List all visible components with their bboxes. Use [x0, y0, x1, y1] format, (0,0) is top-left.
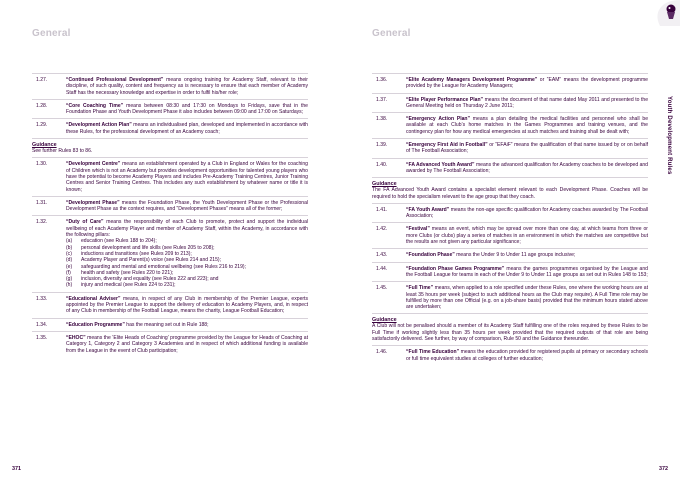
rule-entry [372, 281, 648, 313]
rule-term: “Emergency First Aid in Football” [406, 142, 488, 149]
rule-entry [372, 262, 648, 282]
rule-term: “Full Time Education” [406, 349, 460, 356]
page-number: 371 [12, 466, 21, 472]
rule-number: 1.43. [376, 252, 388, 259]
rule-number: 1.39. [376, 142, 388, 149]
rule-text: means the non-age specific qualification for Academy coaches awarded by The Football Association; [406, 206, 648, 220]
rule-term: “Foundation Phase Games Programme” [406, 265, 505, 272]
rule-entry [372, 222, 648, 248]
rule-text: or “EAM” means the development programme provided by the League for Academy Managers; [406, 77, 648, 90]
rule-number: 1.30. [36, 161, 48, 168]
sub-item-letter: (f) [66, 269, 71, 276]
rule-text: means, in respect of any Club in membership of the Premier League, experts appointed by the Premier League to support the delivery of education to Academy Players, and, in respect of any Club in membership of the Football League, means the charity, League Football Education; [66, 295, 308, 315]
rule-text: means a plan detailing the medical facilities and personnel who shall be available at each Club’s home matches in the Games Programmes and training venues, and the contingency plan for how any medical emergencies at such matches and training shall be dealt with; [406, 116, 648, 135]
rule-text: means ongoing training for Academy Staff, relevant to their discipline, of such quality, content and frequency as is necessary to ensure that each member of Academy Staff has the necessary knowledge and expertise in order to fulfil his/her role; [66, 77, 308, 96]
rule-entry [372, 203, 648, 223]
rule-text: means the education provided for registered pupils at primary or secondary schools or full time equivalent studies at colleges of further education; [406, 349, 648, 362]
rule-text: means the Under 9 to Under 11 age groups inclusive; [454, 252, 576, 259]
rule-entry [32, 318, 308, 331]
rule-entry [372, 345, 648, 365]
rule-text: means the document of that name dated May 2011 and presented to the General Meeting held on Thursday 2 June 2011; [406, 96, 648, 109]
rule-number: 1.37. [376, 96, 388, 103]
rule-text: means, when applied to a role specified under these Rules, one where the working hours are at least 35 hours per week (subject to such additional hours as the Club may require). A Full Time role may be fulfilled by more than one Official (e.g. on a job-share basis) provided that the minimum hours stated above are undertaken; [406, 285, 648, 311]
guidance-text: The FA Advanced Youth Award contains a specialist element relevant to each Development Phase. Coaches will be required to hold the specialism relevant to the age group that they coach. [372, 187, 648, 200]
rule-term: “FA Youth Award” [406, 206, 450, 213]
rule-text: means the advanced qualification for Academy coaches to be developed and awarded by The Football Association; [406, 161, 648, 174]
vertical-document-title: Youth Development Rules [666, 96, 672, 175]
sub-item-letter: (e) [66, 263, 73, 270]
sub-item-letter: (c) [66, 250, 72, 257]
right-page [340, 0, 680, 483]
guidance-text: See further Rules 83 to 86. [32, 148, 93, 155]
section-heading: General [32, 28, 71, 39]
rule-entry [32, 196, 308, 216]
rule-term: “Core Coaching Time” [66, 102, 124, 109]
sub-item [66, 282, 308, 288]
rule-number: 1.40. [376, 161, 388, 168]
rule-entry [372, 73, 648, 93]
sub-item-letter: (a) [66, 238, 73, 245]
rule-term: “Educational Adviser” [66, 295, 121, 302]
sub-item-text: inductions and transitions (see Rules 209 to 213); [81, 250, 192, 257]
rule-entry [32, 157, 308, 195]
rule-term: “Education Programme” [66, 321, 125, 328]
rule-text: means an establishment operated by a Club in England or Wales for the coaching of Children which is not an Academy but provides development opportunities for talented young players who have the potential to become Academy Players and includes Pre-Academy Training Centres, Junior Training Centres and Senior Training Centres. This includes any such establishment by whatever name or title it is known; [66, 161, 308, 193]
rule-number: 1.32. [36, 219, 48, 226]
rule-term: “Continued Professional Development” [66, 77, 164, 83]
guidance-heading: Guidance [372, 313, 648, 323]
sub-item-letter: (g) [66, 276, 73, 283]
sub-item-text: health and safety (see Rules 220 to 221); [81, 269, 174, 276]
rule-term: “Development Phase” [66, 199, 120, 206]
sub-item-text: Academy Player and Parent(s) voice (see Rules 214 and 215); [81, 257, 221, 264]
sub-item-letter: (d) [66, 257, 73, 264]
guidance-block [372, 177, 648, 203]
rule-number: 1.29. [36, 122, 48, 129]
rule-entry [372, 112, 648, 138]
rule-text: means the ‘Elite Heads of Coaching’ programme provided by the League for Heads of Coaching at Category 1, Category 2 and Category 3 Academies and in respect of which additional funding is available from the League in the event of Club participation; [66, 334, 308, 354]
page-number: 372 [659, 466, 668, 472]
premier-league-logo-icon [654, 0, 680, 26]
rule-entry [32, 118, 308, 138]
sub-item-text: education (see Rules 188 to 204); [81, 238, 157, 245]
rule-number: 1.38. [376, 116, 388, 123]
rule-text: means the Foundation Phase, the Youth Development Phase or the Professional Development Phase as the context requires, and “Development Phases” means all of the former; [66, 199, 309, 213]
sub-item-text: personal development and life skills (see Rules 205 to 208); [81, 244, 215, 251]
left-column [32, 73, 308, 357]
rule-number: 1.41. [376, 206, 388, 213]
rule-term: “Development Action Plan” [66, 122, 132, 129]
guidance-text: A Club will not be penalised should a member of its Academy Staff fulfilling one of the roles required by these Rules to be Full Time if working slightly less than 35 hours per week provided that the required outputs of that role are being satisfactorily delivered. See further, by way of comparison, Rule 50 and the Guidance thereunder. [372, 323, 648, 343]
rule-entry [372, 138, 648, 158]
rule-number: 1.35. [36, 334, 48, 341]
rule-number: 1.36. [376, 77, 388, 83]
rule-term: “FA Advanced Youth Award” [406, 161, 475, 168]
rule-entry [372, 158, 648, 178]
rule-entry [32, 292, 308, 318]
rule-term: “Development Centre” [66, 161, 121, 168]
rule-number: 1.27. [36, 77, 48, 83]
rule-text: means an individualised plan, developed and implemented in accordance with these Rules, for the professional development of an Academy coach; [66, 122, 308, 135]
rule-number: 1.44. [376, 265, 388, 272]
sub-item-letter: (b) [66, 244, 73, 251]
rule-entry [372, 93, 648, 113]
guidance-heading: Guidance [32, 138, 308, 148]
sub-item-text: safeguarding and mental and emotional wellbeing (see Rules 216 to 219); [81, 263, 246, 270]
rule-number: 1.34. [36, 321, 48, 328]
rule-entry [32, 99, 308, 119]
sub-item-text: inclusion, diversity and equality (see Rules 222 and 223); and [81, 276, 219, 283]
rule-number: 1.42. [376, 226, 388, 233]
rule-number: 1.33. [36, 295, 48, 302]
rule-term: “Elite Player Performance Plan” [406, 96, 484, 103]
rule-text: means the responsibility of each Club to promote, protect and support the individual wellbeing of each Academy Player and member of Academy Staff, within the Academy, in accordance with the following pillars: [66, 219, 308, 239]
section-heading: General [372, 28, 411, 39]
rule-term: “Duty of Care” [66, 219, 104, 226]
rule-text: or “EFAiF” means the qualification of that name issued by or on behalf of The Football Association; [406, 142, 648, 155]
rule-number: 1.46. [376, 349, 388, 356]
rule-text: has the meaning set out in Rule 188; [124, 321, 209, 328]
sub-item-letter: (h) [66, 282, 73, 289]
guidance-block [32, 138, 308, 157]
rule-number: 1.28. [36, 102, 48, 109]
rule-text: means between 08:30 and 17:30 on Mondays to Fridays, save that in the Foundation Phase and Youth Development Phase it also includes between 09:00 and 17:00 on Saturdays; [66, 102, 308, 116]
rule-number: 1.31. [36, 199, 48, 206]
rule-term: “Emergency Action Plan” [406, 116, 471, 123]
rule-entry [372, 248, 648, 261]
rule-term: “Elite Academy Managers Development Programme” [406, 77, 538, 83]
rule-term: “Festival” [406, 226, 430, 233]
rule-entry [32, 331, 308, 357]
rule-term: “Foundation Phase” [406, 252, 455, 259]
rule-term: “EHOC” [66, 334, 86, 341]
right-column [372, 73, 648, 365]
rule-text: means the games programmes organised by the League and the Football League for teams in each of the Under 9 to Under 11 age groups as set out in Rules 148 to 153; [406, 265, 648, 278]
guidance-block [372, 313, 648, 345]
guidance-heading: Guidance [372, 177, 648, 187]
rule-entry [32, 73, 308, 99]
rule-text: means an event, which may be spread over more than one day, at which teams from three or more Clubs (or clubs) play a series of matches in an environment in which the matches are competitive but the results are not given any particular significance; [406, 226, 648, 246]
rule-number: 1.45. [376, 285, 388, 292]
rule-entry [32, 215, 308, 291]
sub-item-text: injury and medical (see Rules 224 to 231); [81, 282, 176, 289]
rule-term: “Full Time” [406, 285, 434, 292]
